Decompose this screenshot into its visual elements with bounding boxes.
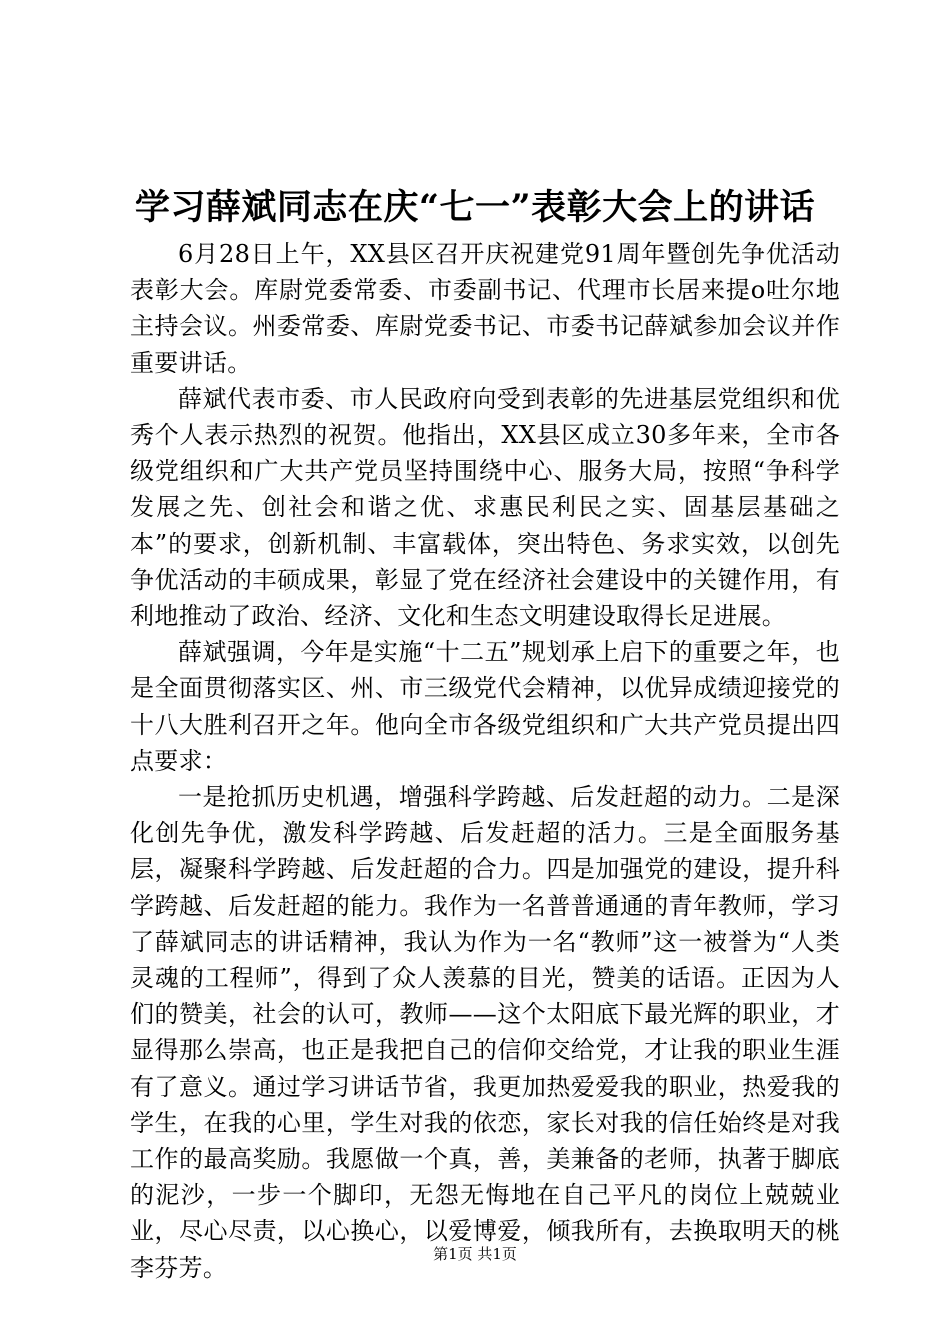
- page-footer: 第1页 共1页: [433, 1245, 517, 1263]
- paragraph-1: 6月28日上午，XX县区召开庆祝建党91周年暨创先争优活动表彰大会。库尉党委常委、市委副书记、代理市长居来提o吐尔地主持会议。州委常委、库尉党委书记、市委书记薛斌参加会议并作重要讲话。: [130, 240, 840, 377]
- paragraph-3: 薛斌强调，今年是实施“十二五”规划承上启下的重要之年，也是全面贯彻落实区、州、市三级党代会精神，以优异成绩迎接党的十八大胜利召开之年。他向全市各级党组织和广大共产党员提出四点要求：: [130, 638, 840, 775]
- paragraph-2: 薛斌代表市委、市人民政府向受到表彰的先进基层党组织和优秀个人表示热烈的祝贺。他指出，XX县区成立30多年来，全市各级党组织和广大共产党员坚持围绕中心、服务大局，按照“争科学发展之先、创社会和谐之优、求惠民利民之实、固基层基础之本”的要求，创新机制、丰富载体，突出特色、务求实效，以创先争优活动的丰硕成果，彰显了党在经济社会建设中的关键作用，有利地推动了政治、经济、文化和生态文明建设取得长足进展。: [130, 384, 840, 631]
- document-body: [130, 236, 840, 1286]
- document-title: 学习薛斌同志在庆“七一”表彰大会上的讲话: [134, 187, 816, 228]
- paragraph-4: 一是抢抓历史机遇，增强科学跨越、后发赶超的动力。二是深化创先争优，激发科学跨越、后发赶超的活力。三是全面服务基层，凝聚科学跨越、后发赶超的合力。四是加强党的建设，提升科学跨越、后发赶超的能力。我作为一名普普通通的青年教师，学习了薛斌同志的讲话精神，我认为作为一名“教师”这一被誉为“人类灵魂的工程师”，得到了众人羡慕的目光，赞美的话语。正因为人们的赞美，社会的认可，教师——这个太阳底下最光辉的职业，才显得那么崇高，也正是我把自己的信仰交给党，才让我的职业生涯有了意义。通过学习讲话节省，我更加热爱爱我的职业，热爱我的学生，在我的心里，学生对我的依恋，家长对我的信任始终是对我工作的最高奖励。我愿做一个真，善，美兼备的老师，执著于脚底的泥沙，一步一个脚印，无怨无悔地在自己平凡的岗位上兢兢业业，尽心尽责，以心换心，以爱博爱，倾我所有，去换取明天的桃李芬芳。: [130, 783, 840, 1282]
